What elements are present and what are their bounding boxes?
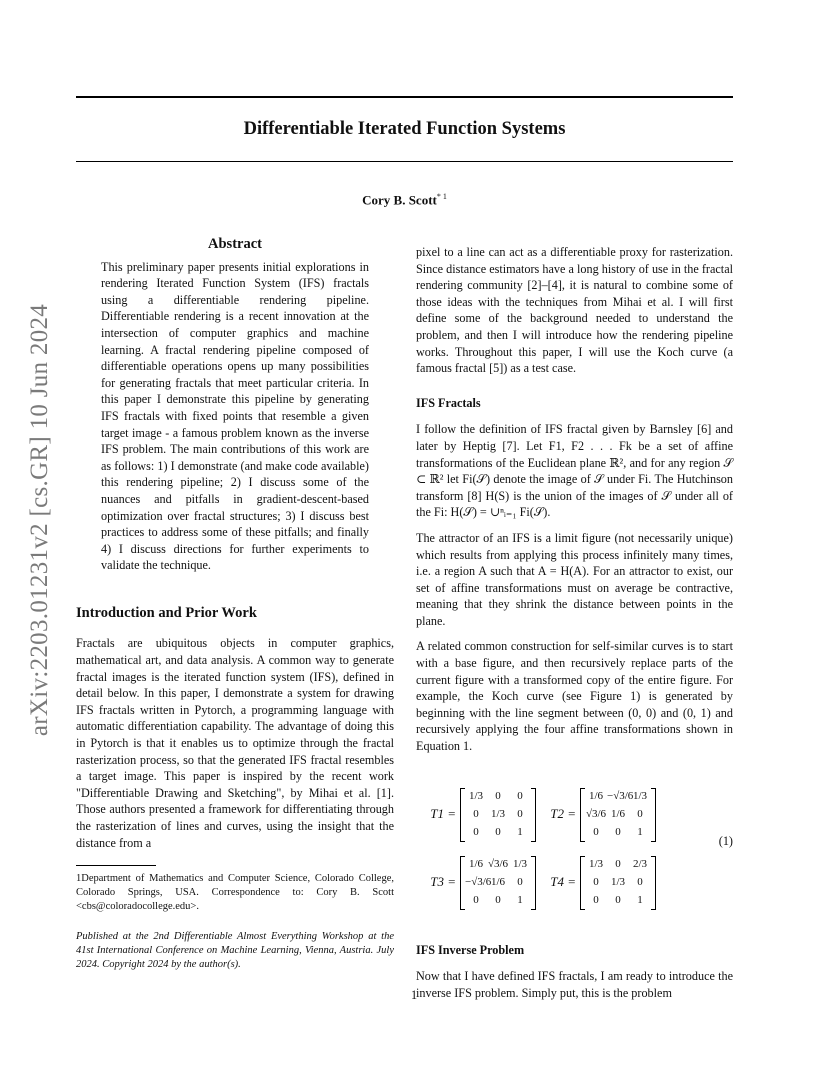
arxiv-identifier: arXiv:2203.01231v2 [cs.GR] 10 Jun 2024 [26,303,53,737]
matrix-cell: √3/6 [585,808,607,821]
matrix-cell: 1/3 [512,858,528,871]
matrix-cell: 0 [593,894,599,907]
matrix-cell: 1/6 [490,876,506,889]
matrix-cell: 1/6 [610,808,626,821]
matrix-label-t4: T4 = [550,874,576,890]
matrix-cell: 0 [495,790,501,803]
matrix-cell: −√3/6 [465,876,492,889]
title-rule-bottom [76,161,733,162]
publication-note-text: Published at the 2nd Differentiable Almost Everything Workshop at the 41st International Conference on Machine Learning, Vienna, Austria. July 2024. Copyright 2024 by the author(s). [76,931,394,971]
matrix-cell: 1/3 [610,876,626,889]
publication-note [76,930,394,972]
author-name: Cory B. Scott [362,192,437,208]
intro-paragraph: Fractals are ubiquitous objects in computer graphics, mathematical art, and data analysis. A common way to generate fractal images is the iterated function system (IFS), defined in detail below. In this paper, I demonstrate a system for drawing IFS fractals written in Pytorch, a programming language with automatic differentiation capability. The advantage of doing this in Pytorch is that it enables us to optimize through the fractal rasterization process, so that the generated IFS fractal resembles a target image. This paper is inspired by the recent work "Differentiable Drawing and Sketching", by Mihai et al. [1]. Those authors presented a framework for differentiating through the rasterization of lines and curves, using the insight that the distance from a [76,636,394,850]
matrix-cell: 1 [637,826,643,839]
ifs-inverse-heading: IFS Inverse Problem [416,942,525,957]
matrix-cell: 0 [517,876,523,889]
abstract-heading: Abstract [208,236,262,252]
matrix-cell: 0 [473,826,479,839]
abstract-text: This preliminary paper presents initial explorations in rendering Iterated Function System (IFS) fractals using a differentiable rendering pipeline. Differentiable rendering is a recent innovation at the intersection of computer graphics and machine learning. A fractal rendering pipeline composed of differentiable operations opens up many possibilities for generating fractals that meet particular criteria. In this paper I demonstrate this pipeline by generating IFS fractals with fixed points that resemble a given target image - a famous problem known as the inverse IFS problem. The main contributions of this work are as follows: 1) I demonstrate (and make code available) this rendering pipeline; 2) I discuss some of the nuances and pitfalls in gradient-descent-based optimization over fractal structures; 3) I discuss best practices to address some of these pitfalls; and finally 4) I discuss directions for further experiments to validate the technique. [101,259,369,573]
matrix-cell: 1/6 [588,790,604,803]
matrix-cell: 0 [615,894,621,907]
matrix-cell: 2/3 [632,858,648,871]
equation-row-2 [416,853,656,913]
matrix-t1 [460,788,536,842]
matrix-cell: 1 [517,826,523,839]
matrix-cell: 1/3 [490,808,506,821]
matrix-cell: 1 [637,894,643,907]
attractor-paragraph: The attractor of an IFS is a limit figure (not necessarily unique) which results from applying this process infinitely many times, i.e. a region A such that A = H(A). For an attractor to exist, our set of affine transformations must on average be contractive, meaning that they shrink the distance between points in the plane. [416,530,733,628]
ifs-fractals-heading: IFS Fractals [416,395,481,410]
matrix-cell: 0 [593,826,599,839]
matrix-t3 [460,856,536,910]
matrix-cell: √3/6 [487,858,509,871]
author-line [76,192,733,208]
matrix-cell: 0 [517,790,523,803]
footnote-rule [76,865,156,866]
matrix-t2 [580,788,656,842]
matrix-cell: 0 [593,876,599,889]
matrix-cell: −√3/6 [607,790,634,803]
matrix-cell: 0 [637,808,643,821]
title-rule-top [76,96,733,98]
ifs-inverse-paragraph: Now that I have defined IFS fractals, I am ready to introduce the inverse IFS problem. Simply put, this is the problem [416,969,733,1000]
intro-continuation: pixel to a line can act as a differentiable proxy for rasterization. Since distance estimators have a long history of use in the fractal rendering community [2]–[4], it is natural to combine some of those ideas with the techniques from Mihai et al. I will first define some of the background needed to understand the problem, and then I will introduce how the rendering pipeline works. Throughout this paper, I will use the Koch curve (a famous fractal [5]) as a test case. [416,245,733,376]
matrix-label-t2: T2 = [550,806,576,822]
equation-number: (1) [718,833,733,848]
matrix-cell: 1/3 [632,790,648,803]
matrix-cell: 1/3 [588,858,604,871]
intro-heading: Introduction and Prior Work [76,604,257,621]
koch-construction-paragraph: A related common construction for self-similar curves is to start with a base figure, and then recursively replace parts of the current figure with a transformed copy of the entire figure. For example, the Koch curve (see Figure 1) is generated by beginning with the line segment between (0, 0) and (0, 1) and recursively applying the four affine transformations shown in Equation 1. [416,639,733,754]
matrix-cell: 1/6 [468,858,484,871]
matrix-cell: 0 [637,876,643,889]
equation-1 [416,785,733,920]
matrix-cell: 1 [517,894,523,907]
ifs-definition-paragraph: I follow the definition of IFS fractal given by Barnsley [6] and later by Heptig [7]. Let F1, F2 . . . Fk be a set of affine transformations of the Euclidean plane ℝ², and for any region 𝒮 ⊂ ℝ² let Fi(𝒮) denote the image of 𝒮 under Fi. The Hutchinson transform [8] H(S) is the union of the images of 𝒮 under all of the Fi: H(𝒮) = ∪ⁿᵢ₌₁ Fi(𝒮). [416,422,733,520]
matrix-cell: 0 [615,858,621,871]
matrix-cell: 0 [473,808,479,821]
matrix-cell: 1/3 [468,790,484,803]
affiliation-footnote: 1Department of Mathematics and Computer Science, Colorado College, Colorado Springs, USA. Correspondence to: Cory B. Scott <cbs@coloradocollege.edu>. [76,873,394,913]
matrix-cell: 0 [495,826,501,839]
paper-title: Differentiable Iterated Function Systems [243,119,566,139]
matrix-cell: 0 [495,894,501,907]
matrix-cell: 0 [615,826,621,839]
left-column [76,236,394,972]
author-affiliation-mark: * 1 [436,192,447,201]
matrix-cell: 0 [517,808,523,821]
equation-row-1 [416,785,656,845]
matrix-label-t3: T3 = [430,874,456,890]
page-number: 1 [410,988,418,1002]
matrix-t4 [580,856,656,910]
matrix-cell: 0 [473,894,479,907]
matrix-label-t1: T1 = [430,806,456,822]
right-column [416,244,733,1010]
